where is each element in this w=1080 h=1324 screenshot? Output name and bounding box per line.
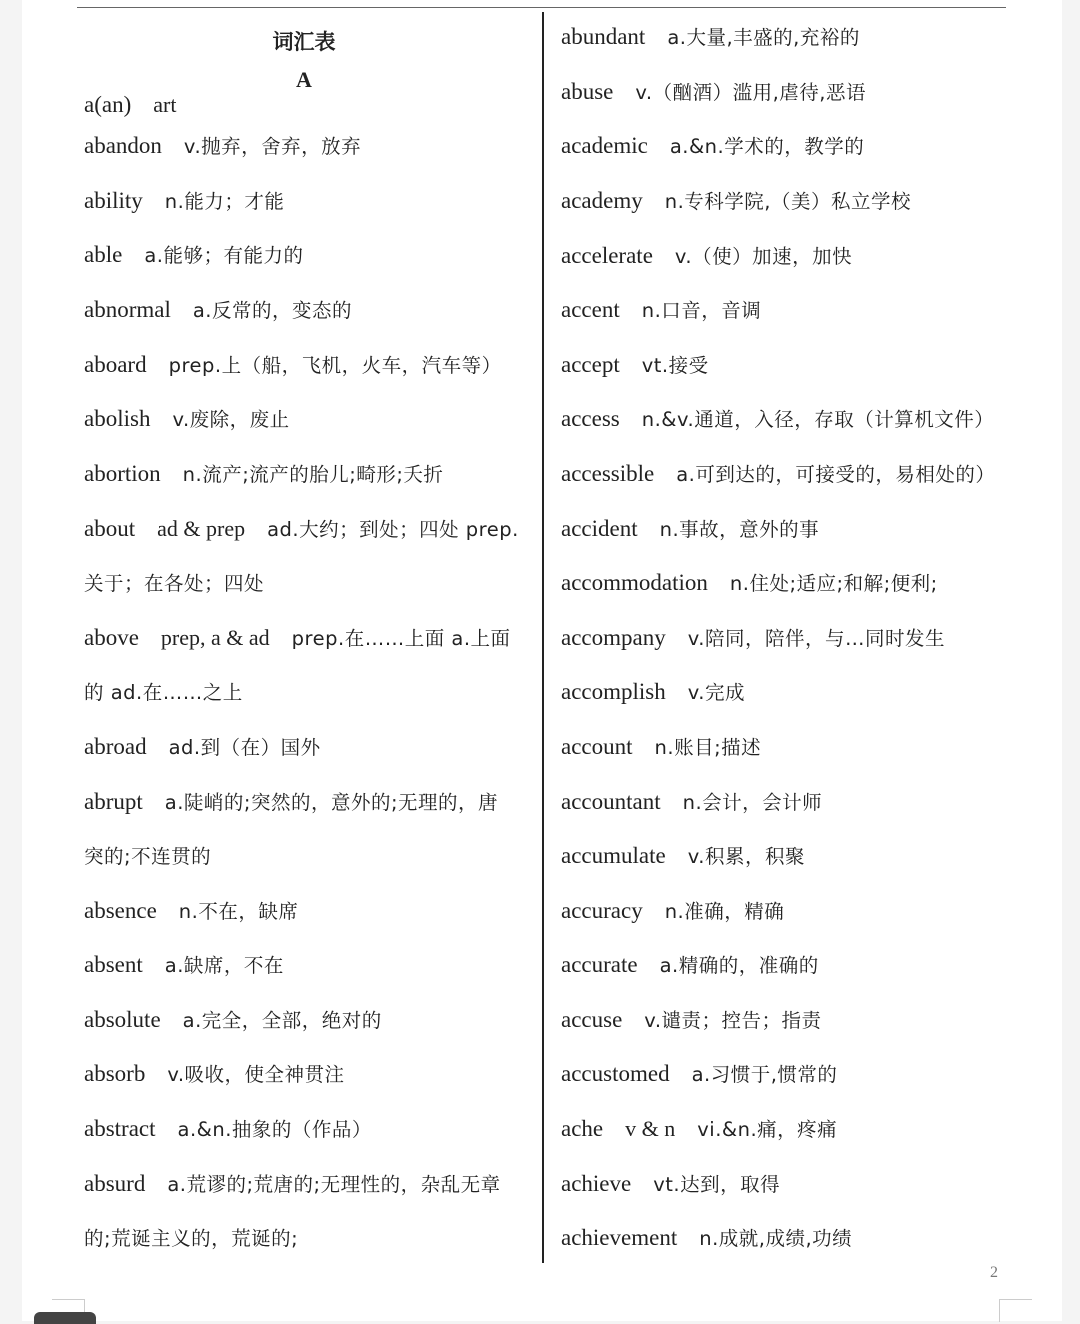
entry-definition: v.废除，废止 xyxy=(172,408,290,431)
entry-word: academy xyxy=(561,188,643,213)
entry-definition: ad.大约；到处；四处 prep. xyxy=(267,518,519,541)
entry-definition: v.（使）加速，加快 xyxy=(674,245,853,268)
entry-definition: n.会计，会计师 xyxy=(682,791,823,814)
entry-word: absent xyxy=(84,952,143,977)
entry-definition: n.口音，音调 xyxy=(641,299,762,322)
entry-definition: a.可到达的，可接受的，易相处的） xyxy=(676,463,996,486)
section-letter: A xyxy=(296,67,312,92)
entry-word: accident xyxy=(561,516,638,541)
entry-word: accent xyxy=(561,297,620,322)
right-column-entry xyxy=(561,243,852,270)
entry-definition: v.积累，积聚 xyxy=(687,845,805,868)
right-column-entry xyxy=(561,625,945,652)
entry-word: accountant xyxy=(561,789,661,814)
left-column-entry xyxy=(84,625,511,652)
left-column-entry xyxy=(84,1007,382,1034)
right-column-entry xyxy=(561,843,805,870)
entry-word: achieve xyxy=(561,1171,632,1196)
right-column-entry xyxy=(561,570,938,597)
entry-word: accomplish xyxy=(561,679,666,704)
left-column-entry xyxy=(84,461,443,488)
left-column-entry xyxy=(84,1225,298,1252)
page-title: 词汇表 xyxy=(272,31,336,54)
entry-definition: a.&n.抽象的（作品） xyxy=(177,1118,372,1141)
right-column-entry xyxy=(561,734,761,761)
entry-definition: n.能力；才能 xyxy=(164,190,285,213)
right-column-entry xyxy=(561,1061,837,1088)
top-rule xyxy=(77,7,1006,8)
entry-word: achievement xyxy=(561,1225,678,1250)
entry-word: access xyxy=(561,406,620,431)
right-column-entry xyxy=(561,898,784,925)
entry-definition: 的 ad.在……之上 xyxy=(84,681,243,704)
entry-word: accelerate xyxy=(561,243,653,268)
entry-word: account xyxy=(561,734,633,759)
entry-pos: prep, a & ad xyxy=(160,625,270,650)
left-column-entry xyxy=(84,242,303,269)
page-number: 2 xyxy=(990,1264,998,1281)
entry-word: abuse xyxy=(561,79,614,104)
right-column-entry xyxy=(561,516,819,543)
entry-word: absolute xyxy=(84,1007,161,1032)
left-column-entry xyxy=(84,1171,501,1198)
right-column-entry xyxy=(561,297,761,324)
entry-word: abortion xyxy=(84,461,161,486)
scroll-handle[interactable] xyxy=(34,1312,96,1324)
entry-word: absorb xyxy=(84,1061,146,1086)
right-column-entry xyxy=(561,79,866,106)
entry-definition: vt.达到，取得 xyxy=(653,1173,781,1196)
entry-definition: n.事故，意外的事 xyxy=(659,518,820,541)
entry-definition: a.荒谬的;荒唐的;无理性的，杂乱无章 xyxy=(167,1173,501,1196)
entry-definition: a.&n.学术的，教学的 xyxy=(669,135,865,158)
entry-definition: a.能够；有能力的 xyxy=(144,244,304,267)
entry-definition: n.账目;描述 xyxy=(654,736,762,759)
entry-definition: n.&v.通道，入径，存取（计算机文件） xyxy=(641,408,995,431)
entry-word: able xyxy=(84,242,123,267)
left-column-entry xyxy=(84,679,243,706)
right-column-entry xyxy=(561,188,911,215)
entry-definition: v.谴责；控告；指责 xyxy=(644,1009,822,1032)
right-column-entry xyxy=(561,789,822,816)
left-column-entry xyxy=(84,188,284,215)
entry-pos: art xyxy=(153,92,177,117)
entry-word: absurd xyxy=(84,1171,146,1196)
entry-word: accustomed xyxy=(561,1061,670,1086)
entry-word: abstract xyxy=(84,1116,156,1141)
entry-definition: v.陪同，陪伴，与…同时发生 xyxy=(687,627,945,650)
entry-word: ache xyxy=(561,1116,604,1141)
entry-word: above xyxy=(84,625,139,650)
entry-word: academic xyxy=(561,133,648,158)
left-column-entry xyxy=(84,516,519,543)
left-column-entry xyxy=(84,843,211,870)
entry-word: abundant xyxy=(561,24,646,49)
entry-definition: v.吸收，使全神贯注 xyxy=(167,1063,345,1086)
entry-word: accommodation xyxy=(561,570,708,595)
left-column-entry xyxy=(84,789,498,816)
entry-word: accept xyxy=(561,352,620,377)
entry-word: accumulate xyxy=(561,843,666,868)
entry-definition: a.缺席，不在 xyxy=(164,954,284,977)
entry-word: absence xyxy=(84,898,157,923)
entry-definition: n.成就,成绩,功绩 xyxy=(699,1227,853,1250)
entry-word: accuse xyxy=(561,1007,623,1032)
right-column-entry xyxy=(561,406,994,433)
entry-definition: prep.在……上面 a.上面 xyxy=(291,627,511,650)
right-column-entry xyxy=(561,1225,852,1252)
entry-word: abandon xyxy=(84,133,162,158)
entry-definition: n.专科学院,（美）私立学校 xyxy=(664,190,911,213)
left-column-entry xyxy=(84,406,290,433)
entry-definition: ad.到（在）国外 xyxy=(168,736,321,759)
entry-definition: vt.接受 xyxy=(641,354,709,377)
entry-word: aboard xyxy=(84,352,147,377)
entry-word: ability xyxy=(84,188,143,213)
entry-definition: 的;荒诞主义的，荒诞的; xyxy=(84,1227,299,1250)
left-column-entry xyxy=(84,297,352,324)
entry-definition: a.完全，全部，绝对的 xyxy=(182,1009,382,1032)
left-column-entry xyxy=(84,570,264,597)
entry-word: abrupt xyxy=(84,789,143,814)
right-column-entry xyxy=(561,1007,822,1034)
entry-definition: n.准确，精确 xyxy=(664,900,785,923)
right-column-entry xyxy=(561,1171,780,1198)
left-column-entry xyxy=(84,1116,372,1143)
left-column-entry xyxy=(84,133,361,160)
entry-word: accuracy xyxy=(561,898,643,923)
entry-word: accurate xyxy=(561,952,638,977)
entry-definition: a.习惯于,惯常的 xyxy=(691,1063,838,1086)
entry-definition: n.住处;适应;和解;便利; xyxy=(729,572,938,595)
entry-definition: a.大量,丰盛的,充裕的 xyxy=(667,26,860,49)
right-column-entry xyxy=(561,461,995,488)
entry-definition: v.（酗酒）滥用,虐待,恶语 xyxy=(635,81,866,104)
right-column-entry xyxy=(561,679,745,706)
entry-definition: 关于；在各处；四处 xyxy=(84,572,265,595)
right-column-entry xyxy=(561,952,819,979)
entry-definition: a.陡峭的;突然的，意外的;无理的，唐 xyxy=(164,791,499,814)
entry-word: accompany xyxy=(561,625,666,650)
left-column-entry xyxy=(84,92,198,118)
right-column-entry xyxy=(561,1116,837,1143)
entry-word: a(an) xyxy=(84,92,132,117)
right-column-entry xyxy=(561,133,864,160)
left-column-entry xyxy=(84,898,298,925)
entry-definition: v.抛弃，舍弃，放弃 xyxy=(183,135,362,158)
entry-pos: ad & prep xyxy=(157,516,246,541)
entry-word: abnormal xyxy=(84,297,171,322)
entry-pos: v & n xyxy=(625,1116,676,1141)
entry-definition: prep.上（船，飞机，火车，汽车等） xyxy=(168,354,502,377)
entry-definition: n.流产;流产的胎儿;畸形;夭折 xyxy=(182,463,444,486)
column-divider xyxy=(542,12,544,1263)
entry-definition: a.精确的，准确的 xyxy=(659,954,819,977)
entry-definition: vi.&n.痛，疼痛 xyxy=(697,1118,838,1141)
entry-word: abroad xyxy=(84,734,147,759)
entry-word: accessible xyxy=(561,461,655,486)
entry-definition: 突的;不连贯的 xyxy=(84,845,212,868)
entry-word: about xyxy=(84,516,136,541)
left-column-entry xyxy=(84,952,284,979)
entry-word: abolish xyxy=(84,406,151,431)
right-column-entry xyxy=(561,24,860,51)
left-column-entry xyxy=(84,734,321,761)
right-column-entry xyxy=(561,352,709,379)
entry-definition: v.完成 xyxy=(687,681,745,704)
entry-definition: a.反常的，变态的 xyxy=(192,299,353,322)
crop-mark-right xyxy=(999,1299,1032,1322)
left-column-entry xyxy=(84,1061,345,1088)
entry-definition: n.不在，缺席 xyxy=(178,900,299,923)
left-column-entry xyxy=(84,352,502,379)
